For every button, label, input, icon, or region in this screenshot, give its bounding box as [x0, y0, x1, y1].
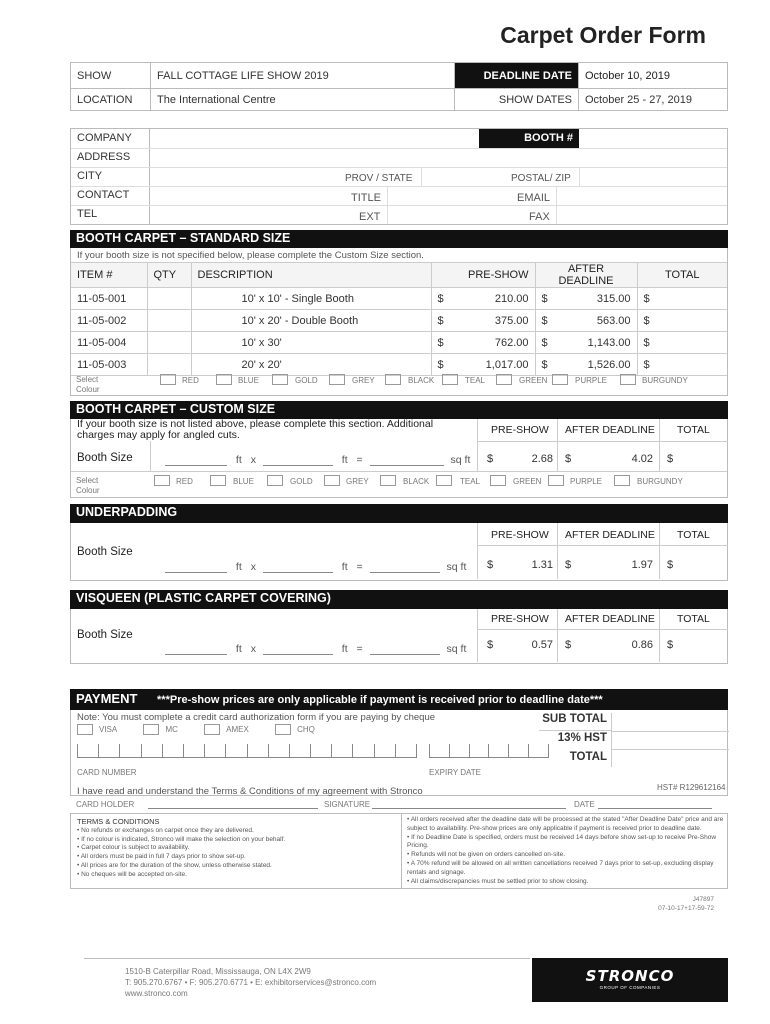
table-row: 11-05-001 10' x 10' - Single Booth $ 210.00 $ 315.00 $	[71, 288, 727, 310]
colour-checkbox[interactable]	[329, 374, 345, 385]
payment-note: Note: You must complete a credit card authorization form if you are paying by cheque	[77, 712, 436, 723]
email-label: EMAIL	[517, 192, 551, 204]
custom-heading: BOOTH CARPET – CUSTOM SIZE	[70, 401, 728, 419]
pre-price: 762.00	[494, 336, 529, 349]
terms-box: TERMS & CONDITIONS • No refunds or exchanges on carpet once they are delivered. • If no colour is indicated, Stronco will make the selection on your behalf. • Carpet colour is subject to availability. • All orders must be paid in full 7 days prior to show set-up. • All prices are for the duration of the show, unless otherwise stated. • No cheques will be accepted on-site. • All orders received after the deadline date will be processed at the stated "After Deadline Date" price and are subject to availability. Pre-show prices are only applicable if payment is received prior to deadline date. • If no Deadline Date is specified, orders must be received 14 days before show set-up to receive Pre-Show Pricing. • Refunds will not be given on orders cancelled on-site. • A 70% refund will be allowed on all written cancellations received 7 days prior to set-up, excluding display rentals and signage. • All claims/discrepancies must be settled prior to show closing.	[70, 813, 728, 889]
underpadding-after-price: 1.97	[631, 559, 653, 571]
location-value: The International Centre	[151, 89, 455, 111]
amex-checkbox[interactable]	[204, 724, 220, 735]
expiry-label: EXPIRY DATE	[429, 768, 482, 777]
total-cell[interactable]: $	[637, 332, 727, 354]
custom-pre-price: 2.68	[531, 453, 553, 465]
visqueen-total-cell[interactable]: $	[667, 639, 674, 651]
signature-input[interactable]	[372, 797, 566, 809]
card-number-label: CARD NUMBER	[77, 768, 137, 777]
colour-checkbox[interactable]	[380, 475, 396, 486]
item-description: 10' x 20' - Double Booth	[191, 310, 431, 332]
pre-price: 375.00	[494, 314, 529, 327]
total-label: TOTAL	[569, 751, 607, 763]
qty-input[interactable]	[147, 310, 191, 332]
underpadding-section: PRE-SHOW AFTER DEADLINE TOTAL Booth Size ft x ft = sq ft $ 1.31 $ 1.97 $	[70, 523, 728, 581]
col-after: AFTER DEADLINE	[535, 263, 637, 288]
visa-checkbox[interactable]	[77, 724, 93, 735]
showdates-label: SHOW DATES	[455, 89, 579, 111]
show-info-table	[70, 62, 728, 111]
deadline-label: DEADLINE DATE	[455, 63, 579, 89]
signature-row: CARD HOLDER SIGNATURE DATE	[76, 800, 726, 812]
payment-section: Note: You must complete a credit card authorization form if you are paying by cheque VISA MC AMEX CHQ CARD NUMBER EXPIRY DATE SUB TOTAL 13% HST TOTAL I have read and understand the Terms & Conditions of my agreement with Stronco HST# R129612164	[70, 710, 728, 796]
colour-checkbox[interactable]	[548, 475, 564, 486]
contact-label: CONTACT	[77, 189, 130, 201]
colour-checkbox[interactable]	[154, 475, 170, 486]
expiry-input[interactable]	[429, 744, 549, 758]
underpadding-total-cell[interactable]: $	[667, 559, 674, 571]
hst-input[interactable]	[611, 732, 729, 749]
colour-checkbox[interactable]	[216, 374, 232, 385]
subtotal-label: SUB TOTAL	[539, 713, 611, 731]
visqueen-pre-price: 0.57	[531, 639, 553, 651]
date-input[interactable]	[598, 797, 712, 809]
chq-checkbox[interactable]	[275, 724, 291, 735]
colour-checkbox[interactable]	[324, 475, 340, 486]
agree-text: I have read and understand the Terms & Conditions of my agreement with Stronco	[77, 786, 423, 797]
after-price: 1,143.00	[587, 336, 631, 349]
after-price: 1,526.00	[587, 358, 631, 371]
col-pre: PRE-SHOW	[431, 263, 535, 288]
length-input[interactable]	[263, 643, 333, 655]
area-input[interactable]	[370, 454, 444, 466]
showdates-value: October 25 - 27, 2019	[579, 89, 728, 111]
visqueen-section: PRE-SHOW AFTER DEADLINE TOTAL Booth Size ft x ft = sq ft $ 0.57 $ 0.86 $	[70, 609, 728, 664]
table-row: 11-05-003 20' x 20' $ 1,017.00 $ 1,526.00 $	[71, 354, 727, 376]
colour-checkbox[interactable]	[436, 475, 452, 486]
deadline-value: October 10, 2019	[579, 63, 728, 89]
underpadding-pre-price: 1.31	[531, 559, 553, 571]
mc-checkbox[interactable]	[143, 724, 159, 735]
address-label: ADDRESS	[77, 151, 131, 163]
colour-checkbox[interactable]	[490, 475, 506, 486]
col-qty: QTY	[147, 263, 191, 288]
colour-checkbox[interactable]	[267, 475, 283, 486]
width-input[interactable]	[165, 454, 227, 466]
colour-select-standard: Select Colour RED BLUE GOLD GREY BLACK TEAL GREEN PURPLE BURGUNDY	[76, 375, 688, 394]
card-holder-input[interactable]	[148, 797, 318, 809]
qty-input[interactable]	[147, 288, 191, 310]
company-label: COMPANY	[77, 132, 132, 144]
table-row: 11-05-002 10' x 20' - Double Booth $ 375.00 $ 563.00 $	[71, 310, 727, 332]
colour-checkbox[interactable]	[620, 374, 636, 385]
terms-heading: TERMS & CONDITIONS	[77, 817, 160, 826]
col-item: ITEM #	[71, 263, 147, 288]
visqueen-heading: VISQUEEN (PLASTIC CARPET COVERING)	[70, 590, 728, 609]
custom-total-cell[interactable]: $	[667, 453, 674, 465]
subtotal-input[interactable]	[611, 713, 729, 731]
ext-label: EXT	[359, 211, 381, 223]
show-label: SHOW	[71, 63, 151, 89]
qty-input[interactable]	[147, 354, 191, 376]
width-input[interactable]	[165, 561, 227, 573]
item-description: 20' x 20'	[191, 354, 431, 376]
visqueen-after-price: 0.86	[631, 639, 653, 651]
standard-note: If your booth size is not specified below, please complete the Custom Size section.	[77, 250, 424, 261]
colour-checkbox[interactable]	[442, 374, 458, 385]
postal-label: POSTAL/ ZIP	[511, 173, 571, 184]
item-description: 10' x 30'	[191, 332, 431, 354]
standard-heading: BOOTH CARPET – STANDARD SIZE	[70, 230, 728, 248]
stronco-logo: STRONCO GROUP OF COMPANIES	[532, 958, 728, 1002]
pre-price: 1,017.00	[485, 358, 529, 371]
total-input[interactable]	[611, 750, 729, 767]
table-row: 11-05-004 10' x 30' $ 762.00 $ 1,143.00 $	[71, 332, 727, 354]
after-price: 563.00	[596, 314, 631, 327]
area-input[interactable]	[370, 561, 440, 573]
colour-checkbox[interactable]	[552, 374, 568, 385]
colour-checkbox[interactable]	[160, 374, 176, 385]
standard-table	[71, 262, 727, 376]
item-number: 11-05-003	[71, 354, 147, 376]
width-input[interactable]	[165, 643, 227, 655]
total-cell[interactable]: $	[637, 310, 727, 332]
custom-section: If your booth size is not listed above, please complete this section. Additional charges may apply for angled cuts. PRE-SHOW AFTER DEADLINE TOTAL Booth Size ft x ft = sq ft $ 2.68 $ 4.02 $	[70, 419, 728, 498]
company-block	[70, 128, 728, 225]
prov-label: PROV / STATE	[345, 173, 413, 184]
custom-note: If your booth size is not listed above, please complete this section. Additional charges may apply for angled cuts.	[77, 418, 434, 441]
underpadding-heading: UNDERPADDING	[70, 504, 728, 523]
location-label: LOCATION	[71, 89, 151, 111]
hst-number: HST# R129612164	[657, 783, 726, 792]
item-number: 11-05-001	[71, 288, 147, 310]
item-description: 10' x 10' - Single Booth	[191, 288, 431, 310]
after-price: 315.00	[596, 292, 631, 305]
colour-checkbox[interactable]	[614, 475, 630, 486]
col-desc: DESCRIPTION	[191, 263, 431, 288]
item-number: 11-05-004	[71, 332, 147, 354]
fax-label: FAX	[529, 211, 550, 223]
colour-select-custom: Select Colour RED BLUE GOLD GREY BLACK TEAL GREEN PURPLE BURGUNDY	[76, 476, 683, 495]
page-title: Carpet Order Form	[500, 22, 706, 48]
booth-size-label: Booth Size	[77, 452, 133, 464]
payment-heading: PAYMENT ***Pre-show prices are only applicable if payment is received prior to deadline date***	[70, 689, 728, 710]
colour-checkbox[interactable]	[210, 475, 226, 486]
colour-checkbox[interactable]	[272, 374, 288, 385]
form-code: J47897 07-10-17+17-59-72	[658, 896, 714, 912]
booth-size-label: Booth Size	[77, 629, 133, 641]
qty-input[interactable]	[147, 332, 191, 354]
city-label: CITY	[77, 170, 103, 182]
title-label: TITLE	[351, 192, 381, 204]
footer-contact: 1510-B Caterpillar Road, Mississauga, ON L4X 2W9 T: 905.270.6767 • F: 905.270.6771 • E: exhibitorservices@stronco.com www.stronco.com	[125, 967, 377, 998]
colour-checkbox[interactable]	[385, 374, 401, 385]
custom-after-price: 4.02	[631, 453, 653, 465]
col-total: TOTAL	[637, 263, 727, 288]
area-input[interactable]	[370, 643, 440, 655]
total-cell[interactable]: $	[637, 288, 727, 310]
length-input[interactable]	[263, 454, 333, 466]
payment-subheading: ***Pre-show prices are only applicable if payment is received prior to deadline date***	[157, 694, 603, 706]
show-value: FALL COTTAGE LIFE SHOW 2019	[151, 63, 455, 89]
booth-size-label: Booth Size	[77, 546, 133, 558]
hst-label: 13% HST	[557, 732, 607, 744]
card-number-input[interactable]	[77, 744, 417, 758]
colour-checkbox[interactable]	[496, 374, 512, 385]
pre-price: 210.00	[494, 292, 529, 305]
tel-label: TEL	[77, 208, 98, 220]
item-number: 11-05-002	[71, 310, 147, 332]
booth-label: BOOTH #	[479, 129, 579, 148]
total-cell[interactable]: $	[637, 354, 727, 376]
length-input[interactable]	[263, 561, 333, 573]
